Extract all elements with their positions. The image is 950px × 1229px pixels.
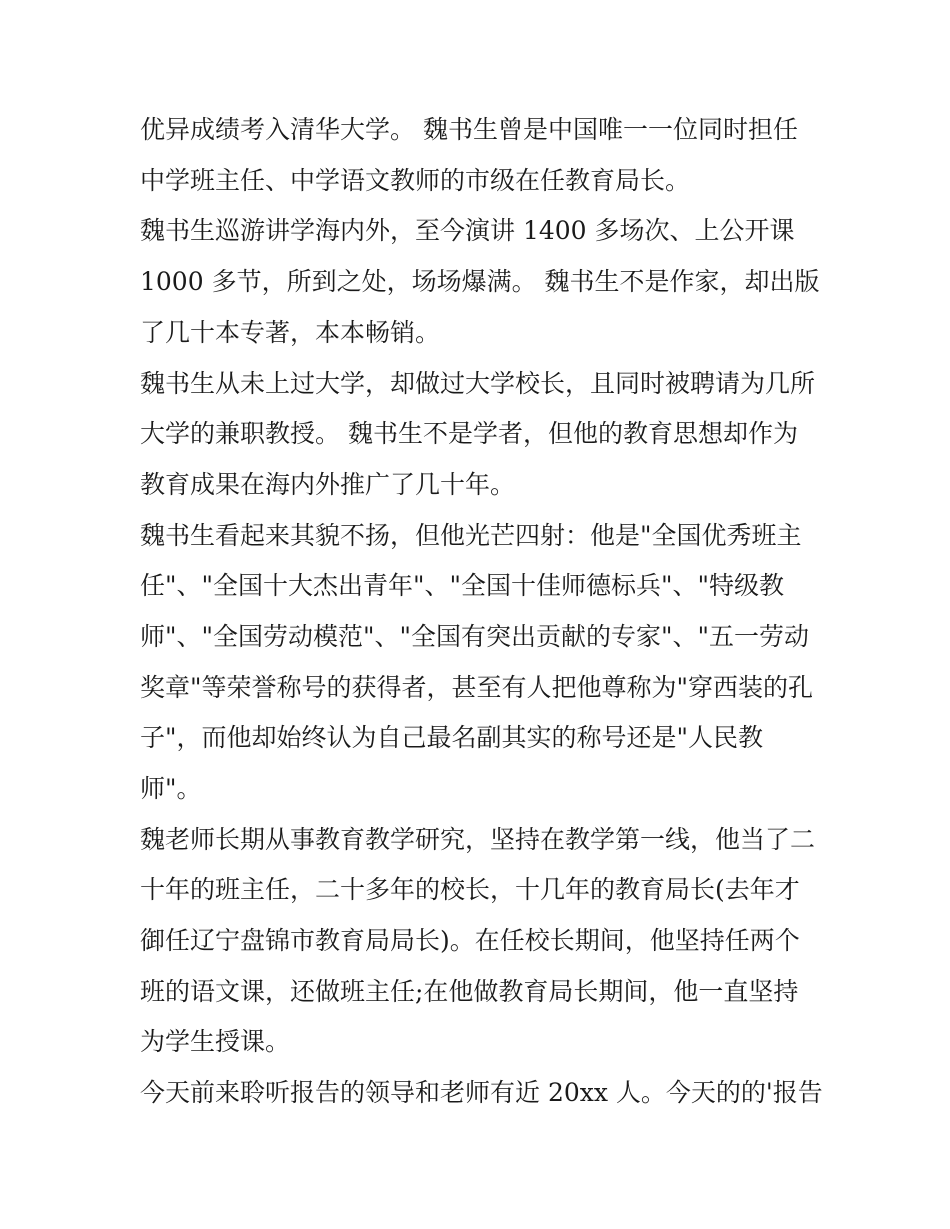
- text-line: 师"。: [140, 774, 202, 803]
- text-line: 大学的兼职教授。 魏书生不是学者，但他的教育思想却作为: [140, 419, 798, 448]
- text-line: 子"，而他却始终认为自己最名副其实的称号还是"人民教: [140, 723, 764, 752]
- text-line: 优异成绩考入清华大学。 魏书生曾是中国唯一一位同时担任: [140, 115, 798, 144]
- text-line: 任"、"全国十大杰出青年"、"全国十佳师德标兵"、"特级教: [140, 571, 784, 600]
- text-line: 班的语文课，还做班主任;在他做教育局长期间，他一直坚持: [140, 977, 799, 1006]
- text-line: 奖章"等荣誉称号的获得者，甚至有人把他尊称为"穿西装的孔: [140, 673, 814, 702]
- text-line: 魏老师长期从事教育教学研究，坚持在教学第一线，他当了二: [140, 825, 816, 854]
- text-line: 魏书生看起来其貌不扬，但他光芒四射：他是"全国优秀班主: [140, 521, 802, 550]
- text-line: 1000 多节，所到之处，场场爆满。 魏书生不是作家，却出版: [140, 267, 820, 296]
- text-line: 十年的班主任，二十多年的校长，十几年的教育局长(去年才: [140, 875, 800, 904]
- text-line: 中学班主任、中学语文教师的市级在任教育局长。: [140, 166, 691, 195]
- text-line: 魏书生巡游讲学海内外，至今演讲 1400 多场次、上公开课: [140, 216, 795, 245]
- text-line: 为学生授课。: [140, 1027, 291, 1056]
- text-line: 今天前来聆听报告的领导和老师有近 20xx 人。今天的的'报告: [140, 1078, 823, 1107]
- text-line: 魏书生从未上过大学，却做过大学校长，且同时被聘请为几所: [140, 369, 816, 398]
- text-line: 了几十本专著，本本畅销。: [140, 318, 441, 347]
- text-line: 御任辽宁盘锦市教育局局长)。在任校长期间，他坚持任两个: [140, 926, 800, 955]
- text-line: 师"、"全国劳动模范"、"全国有突出贡献的专家"、"五一劳动: [140, 622, 809, 651]
- text-line: 教育成果在海内外推广了几十年。: [140, 470, 516, 499]
